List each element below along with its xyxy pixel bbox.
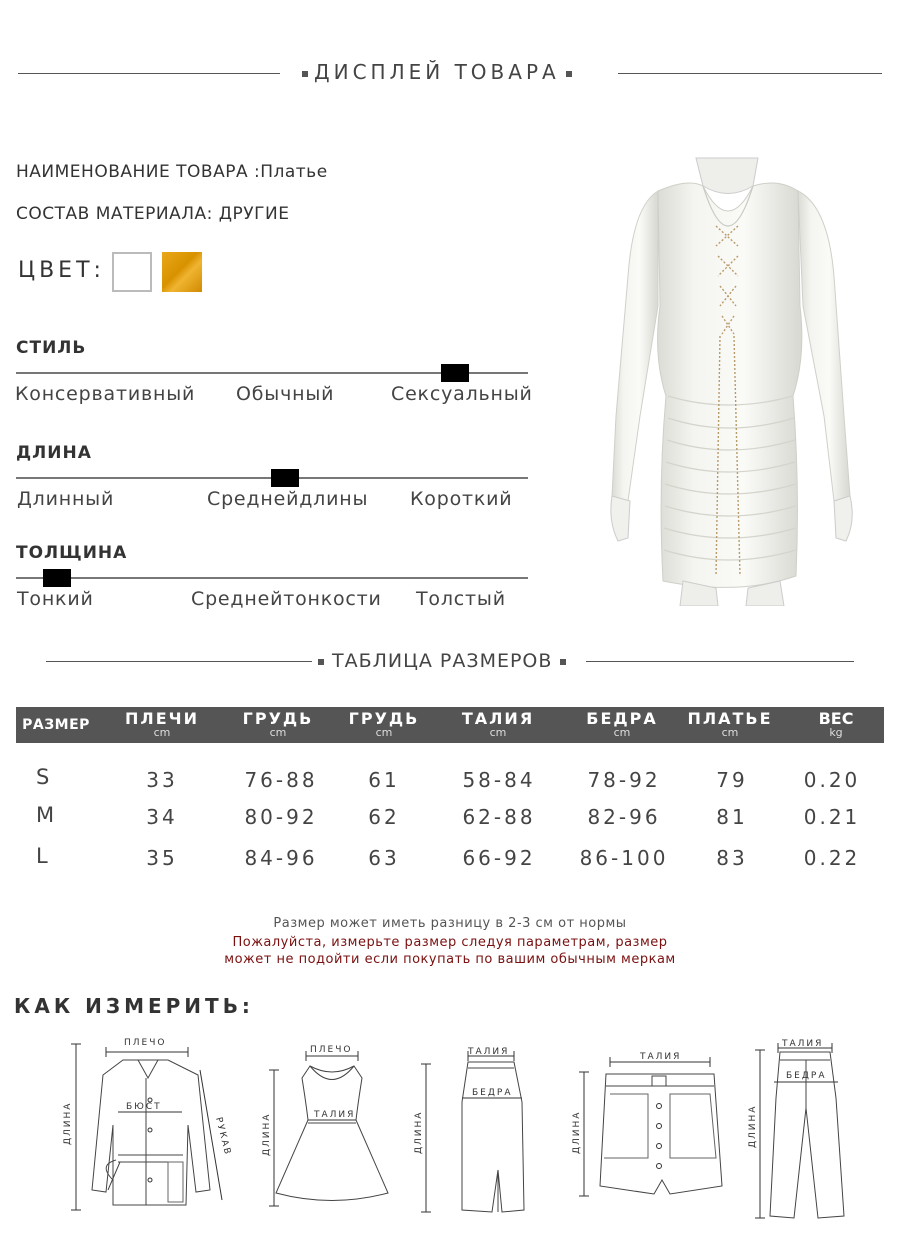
- shorts-measure-diagram: [570, 1046, 750, 1206]
- length-option-medium: Среднейдлины: [207, 488, 369, 510]
- label-length: ДЛИНА: [572, 1110, 582, 1154]
- square-bullet-icon: [302, 71, 308, 77]
- cell-dress: 83: [716, 846, 748, 870]
- cell-chest-1: 76-88: [244, 768, 318, 792]
- cell-waist: 66-92: [462, 846, 536, 870]
- cell-weight: 0.22: [803, 846, 861, 870]
- product-display-heading: ДИСПЛЕЙ ТОВАРА: [296, 60, 578, 84]
- size-table-heading: ТАБЛИЦА РАЗМЕРОВ: [318, 650, 566, 672]
- cell-waist: 58-84: [462, 768, 536, 792]
- label-hips: БЕДРА: [472, 1088, 513, 1098]
- cell-chest-1: 80-92: [244, 805, 318, 829]
- label-shoulder: ПЛЕЧО: [124, 1038, 167, 1048]
- col-dress: ПЛАТЬЕ cm: [687, 709, 773, 739]
- label-hips: БЕДРА: [786, 1071, 827, 1081]
- cell-hips: 78-92: [587, 768, 661, 792]
- cell-dress: 79: [716, 768, 748, 792]
- square-bullet-icon: [566, 71, 572, 77]
- jacket-measure-diagram: [58, 1030, 248, 1220]
- thickness-option-thin: Тонкий: [17, 588, 94, 610]
- label-waist: ТАЛИЯ: [782, 1039, 824, 1049]
- label-bust: БЮСТ: [126, 1102, 162, 1112]
- label-length: ДЛИНА: [414, 1110, 424, 1154]
- thickness-scale-line: [16, 577, 528, 579]
- thickness-option-medium: Среднейтонкости: [191, 588, 382, 610]
- color-label: ЦВЕТ:: [18, 258, 105, 283]
- length-scale-marker: [271, 469, 299, 487]
- cell-dress: 81: [716, 805, 748, 829]
- cell-waist: 62-88: [462, 805, 536, 829]
- size-header-line-right: [586, 661, 854, 662]
- row-size: M: [36, 803, 55, 827]
- length-option-long: Длинный: [17, 488, 115, 510]
- header-line-left: [18, 73, 280, 74]
- col-waist: ТАЛИЯ cm: [461, 709, 535, 739]
- note-size-difference: Размер может иметь разницу в 2-3 см от нормы: [273, 916, 627, 931]
- note-measure-warning-1: Пожалуйста, измерьте размер следуя параметрам, размер: [232, 935, 668, 950]
- label-waist: ТАЛИЯ: [468, 1047, 510, 1057]
- cell-hips: 82-96: [587, 805, 661, 829]
- square-bullet-icon: [560, 659, 566, 665]
- product-name: НАИМЕНОВАНИЕ ТОВАРА :Платье: [16, 162, 328, 182]
- size-table-header: [16, 707, 884, 743]
- color-swatch-yellow[interactable]: [162, 252, 202, 292]
- col-chest-2: ГРУДЬ cm: [348, 709, 420, 739]
- col-weight: ВЕС kg: [818, 709, 854, 739]
- col-chest-1: ГРУДЬ cm: [242, 709, 314, 739]
- row-size: S: [36, 765, 50, 789]
- product-material: СОСТАВ МАТЕРИАЛА: ДРУГИЕ: [16, 204, 290, 224]
- row-size: L: [36, 844, 48, 868]
- label-length: ДЛИНА: [63, 1101, 73, 1145]
- how-to-measure-title: КАК ИЗМЕРИТЬ:: [14, 994, 254, 1018]
- style-option-sexy: Сексуальный: [391, 383, 533, 405]
- size-header-line-left: [46, 661, 312, 662]
- label-waist: ТАЛИЯ: [640, 1052, 682, 1062]
- label-waist: ТАЛИЯ: [314, 1110, 356, 1120]
- product-photo: [588, 156, 878, 606]
- label-length: ДЛИНА: [262, 1112, 272, 1156]
- col-hips: БЕДРА cm: [586, 709, 658, 739]
- style-option-conservative: Консервативный: [15, 383, 196, 405]
- style-scale-marker: [441, 364, 469, 382]
- cell-shoulders: 35: [146, 846, 178, 870]
- label-length: ДЛИНА: [748, 1104, 758, 1148]
- pants-measure-diagram: [744, 1038, 854, 1223]
- cell-weight: 0.21: [803, 805, 861, 829]
- label-sleeve: РУКАВ: [213, 1116, 233, 1158]
- length-scale-title: ДЛИНА: [16, 443, 92, 463]
- dress-illustration: [588, 156, 878, 606]
- cell-chest-1: 84-96: [244, 846, 318, 870]
- cell-chest-2: 63: [368, 846, 400, 870]
- header-line-right: [618, 73, 882, 74]
- cell-shoulders: 33: [146, 768, 178, 792]
- dress-measure-diagram: [258, 1038, 408, 1218]
- style-scale-title: СТИЛЬ: [16, 338, 87, 358]
- cell-weight: 0.20: [803, 768, 861, 792]
- color-swatch-white[interactable]: [112, 252, 152, 292]
- style-option-casual: Обычный: [236, 383, 335, 405]
- cell-hips: 86-100: [579, 846, 669, 870]
- cell-chest-2: 61: [368, 768, 400, 792]
- note-measure-warning-2: может не подойти если покупать по вашим обычным меркам: [224, 952, 676, 967]
- cell-shoulders: 34: [146, 805, 178, 829]
- col-size: РАЗМЕР: [22, 717, 90, 733]
- thickness-option-thick: Толстый: [416, 588, 506, 610]
- cell-chest-2: 62: [368, 805, 400, 829]
- thickness-scale-title: ТОЛЩИНА: [16, 543, 128, 563]
- label-shoulder: ПЛЕЧО: [310, 1045, 353, 1055]
- square-bullet-icon: [318, 659, 324, 665]
- skirt-measure-diagram: [412, 1042, 542, 1222]
- thickness-scale-marker: [43, 569, 71, 587]
- length-option-short: Короткий: [410, 488, 513, 510]
- col-shoulders: ПЛЕЧИ cm: [125, 709, 199, 739]
